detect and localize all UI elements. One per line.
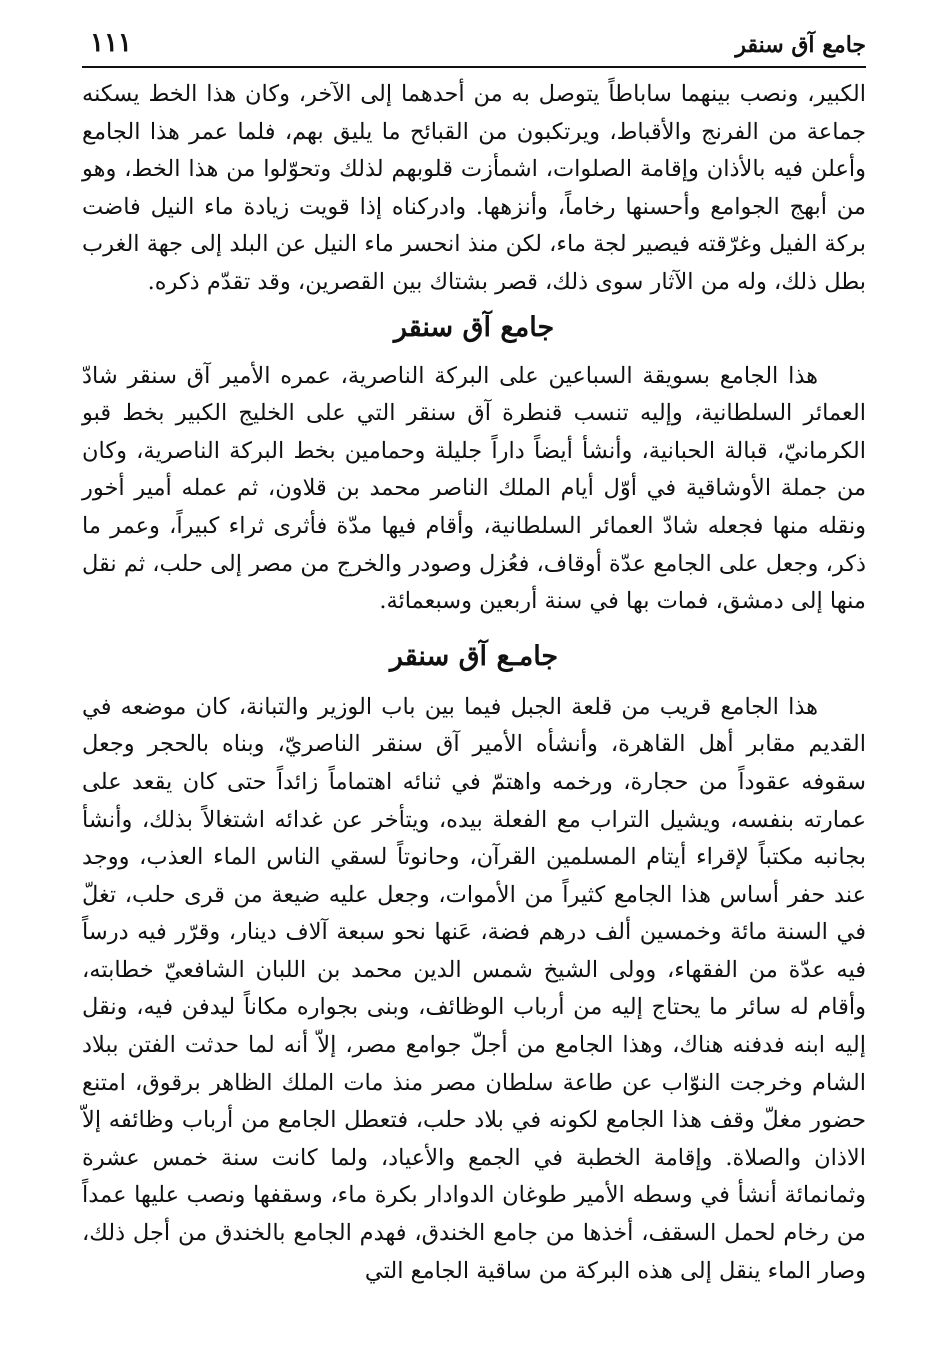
section-paragraph-2: هذا الجامع قريب من قلعة الجبل فيما بين باب الوزير والتبانة، كان موضعه في القديم مقابر أهل القاهرة، وأنشأه الأمير آق سنقر الناصريّ، وبناه بالحجر وجعل سقوفه عقوداً من حجارة، ورخمه واهتمّ في ثنائه اهتماماً زائداً حتى كان يقعد على عمارته بنفسه، ويشيل التراب مع الفعلة بيده، ويتأخر عن غدائه اشتغالاً بذلك، وأنشأ بجانبه مكتباً لإقراء أيتام المسلمين القرآن، وحانوتاً لسقي الناس الماء العذب، ووجد عند حفر أساس هذا الجامع كثيراً من الأموات، وجعل عليه ضيعة من قرى حلب، تغلّ في السنة مائة وخمسين ألف درهم فضة، عَنها نحو سبعة آلاف دينار، وقرّر فيه درساً فيه عدّة من الفقهاء، وولى الشيخ شمس الدين محمد بن اللبان الشافعيّ خطابته، وأقام له سائر ما يحتاج إليه من أرباب الوظائف، وبنى بجواره مكاناً ليدفن فيه، ونقل إليه ابنه فدفنه هناك، وهذا الجامع من أجلّ جوامع مصر، إلاّ أنه لما حدثت الفتن ببلاد الشام وخرجت النوّاب عن طاعة سلطان مصر منذ مات الملك الظاهر برقوق، امتنع حضور مغلّ وقف هذا الجامع لكونه في بلاد حلب، فتعطل الجامع من أرباب وظائفه إلاّ الاذان والصلاة. وإقامة الخطبة في الجمع والأعياد، ولما كانت سنة خمس عشرة وثمانمائة أنشأ في وسطه الأمير طوغان الدوادار بكرة ماء، وسقفها ونصب عليها عمداً من رخام لحمل السقف، أخذها من جامع الخندق، فهدم الجامع بالخندق من أجل ذلك، وصار الماء ينقل إلى هذه البركة من ساقية الجامع التي <box>82 693 866 1284</box>
section-title-2: جامـع آق سنقر <box>389 640 559 672</box>
running-title: جامع آق سنقر <box>735 32 866 58</box>
running-header <box>82 22 866 66</box>
header-rule <box>82 66 866 68</box>
page-number: ١١١ <box>90 28 132 58</box>
section-title-1: جامع آق سنقر <box>393 311 555 343</box>
intro-paragraph: الكبير، ونصب بينهما ساباطاً يتوصل به من أحدهما إلى الآخر، وكان هذا الخط يسكنه جماعة من الفرنج والأقباط، ويرتكبون من القبائح ما يليق بهم، فلما عمر هذا الجامع وأعلن فيه بالأذان وإقامة الصلوات، اشمأزت قلوبهم لذلك وتحوّلوا من هذا الخط، وهو من أبهج الجوامع وأحسنها رخاماً، وأنزهها. وادركناه إذا قويت زيادة ماء النيل فاضت بركة الفيل وغرّقته فيصير لجة ماء، لكن منذ انحسر ماء النيل عن البلد إلى جهة الغرب بطل ذلك، وله من الآثار سوى ذلك، قصر بشتاك بين القصرين، وقد تقدّم ذكره. <box>82 81 866 295</box>
section-paragraph-1: هذا الجامع بسويقة السباعين على البركة الناصرية، عمره الأمير آق سنقر شادّ العمائر السلطانية، وإليه تنسب قنطرة آق سنقر التي على الخليج الكبير بخط قبو الكرمانيّ، قبالة الحبانية، وأنشأ أيضاً داراً جليلة وحمامين بخط البركة الناصرية، وكان من جملة الأوشاقية في أوّل أيام الملك الناصر محمد بن قلاون، ثم عمله أمير أخور ونقله منها فجعله شادّ العمائر السلطانية، وأقام فيها مدّة فأثرى ثراء كبيراً، وعمر ما ذكر، وجعل على الجامع عدّة أوقاف، فعُزل وصودر والخرج من مصر إلى حلب، ثم نقل منها إلى دمشق، فمات بها في سنة أربعين وسبعمائة. <box>82 362 866 615</box>
book-page <box>82 22 866 1290</box>
